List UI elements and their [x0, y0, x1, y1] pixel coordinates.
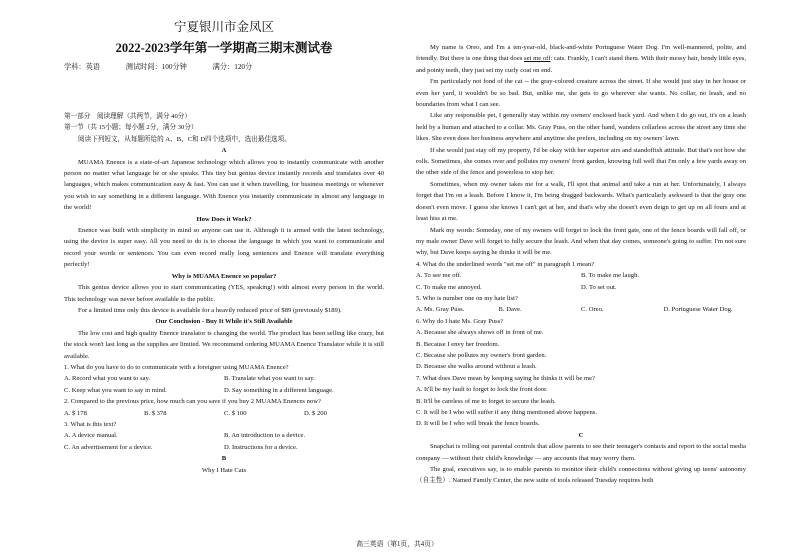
passage-b-paragraph	[416, 42, 746, 76]
page-footer: 高三英语（第1页，共4页）	[356, 541, 438, 548]
text-span: : cats. Frankly, I can't stand them. With their messy hair, bendy little eyes, and pointy teeth, they just set my curly coat on end.	[416, 55, 746, 74]
question-4-options	[416, 270, 746, 281]
passage-b-paragraph: If she would just stay off my property, I'd be okay with her superior airs and standoffish attitude. But that's not how she rolls. Sometimes, she comes over and pollutes my owners' front garden, knowing full well that I'm only a few yards away on the other side of the fence and powerless to stop her.	[416, 146, 746, 177]
time-label: 测试时间：100分钟	[125, 63, 187, 71]
passage-a-heading: How Does it Work?	[196, 215, 252, 223]
passage-c-paragraph: Snapchat is rolling out parental controls that allow parents to see their teenager's contacts and report to the social media company — without their child's knowledge — any accounts that may worry them.	[416, 443, 746, 462]
right-column	[416, 42, 746, 487]
part-heading: 第一部分 阅读理解（共两节，满分 40分）	[64, 113, 191, 120]
option-b: B. To make me laugh.	[581, 272, 640, 280]
question-5-options	[416, 304, 746, 315]
passage-letter-c: C	[578, 431, 584, 439]
question-7: 7. What does Dave mean by keeping saying he thinks it will be me?	[416, 374, 595, 382]
question-4: 4. What do the underlined words "set me off" in paragraph 1 mean?	[416, 260, 595, 268]
option-d: D. Because she walks around without a leash.	[416, 363, 537, 371]
option-c: C. Oreo.	[581, 306, 604, 314]
question-4-options	[416, 282, 746, 293]
question-3-options	[64, 430, 384, 441]
option-a: A. A device manual.	[64, 432, 118, 440]
text-span: My name is Oreo, and I'm a ten-year-old, black-and-white Portuguese Water Dog. I'm well-mannered, polite, and friendly. But there is one thing that does	[416, 44, 746, 63]
option-d: D. Instructions for a device.	[224, 443, 298, 451]
passage-a-paragraph: For a limited time only this device is available for a heavily reduced price of $89 (previously $189).	[78, 306, 342, 314]
question-5: 5. Who is number one on my hate list?	[416, 294, 518, 302]
option-b: B. It'll be careless of me to forget to secure the leash.	[416, 397, 556, 405]
passage-a-paragraph: Enence was built with simplicity in mind so anyone can use it. Although it is armed with the latest technology, using the device is super easy. All you need to do is to choose the language in which you want to communicate and record your words or sentences. You can even record really long sentences and Enence will translate everything perfectly!	[64, 227, 384, 269]
option-d: D. $ 200	[304, 409, 327, 417]
question-6: 6. Why do I hate Ms. Gray Puss?	[416, 317, 504, 325]
option-d: D. Portuguese Water Dog.	[663, 306, 733, 314]
passage-b-paragraph: Sometimes, when my owner takes me for a walk, I'll spot that animal and take a run at her. Unfortunately, I always forget that I'm on a leash. Before I know it, I'm being dragged backwards. What's particularly awkward is that the gray one doesn't even move. I guess she knows I can't get at her, and that's why she doesn't even deign to get up on all fours and at least hiss at me.	[416, 180, 746, 223]
option-a: A. Record what you want to say.	[64, 375, 151, 383]
question-2-options	[64, 408, 384, 419]
option-c: C. It will be I who will suffer if any thing mentioned above happens.	[416, 409, 597, 416]
passage-letter-a: A	[221, 147, 227, 155]
option-b: B. An introduction to a device.	[224, 432, 306, 440]
option-d: D. To set out.	[581, 283, 617, 291]
option-a: A. To see me off.	[416, 272, 462, 280]
passage-a-paragraph: This genius device allows you to start communicating (YES, speaking!) with almost every person in the world. This technology was never before available to the public.	[64, 284, 384, 303]
page-title-line1: 宁夏银川市金凤区	[173, 20, 274, 34]
passage-a-heading: Why is MUAMA Enence so popular?	[171, 272, 277, 280]
passage-b-paragraph: Like any responsible pet, I generally stay within my owners' enclosed back yard. And when I do go out, it's on a leash held by a human and attached to a collar. Ms. Gray Puss, on the other hand, wanders collarless across the street any time she likes. She even does her business anywhere and anytime she prefers, including on my owners' lawn.	[416, 112, 746, 143]
question-1: 1. What do you have to do to communicate with a foreigner using MUAMA Enence?	[64, 363, 289, 371]
passage-a-heading: Our Conclusion - Buy It While it's Still Available	[155, 318, 293, 326]
subject-label: 学科：英语	[64, 63, 100, 71]
left-column	[64, 111, 384, 476]
option-c: C. Because she pollutes my owner's front garden.	[416, 351, 547, 359]
question-3-options	[64, 442, 384, 453]
passage-b-paragraph: I'm particularly not fond of the cat -- the gray-colored creature across the street. If she would just stay in her house or even her yard, it wouldn't be so bad. But, unlike me, she gets to go wherever she wants. No collar, no leash, and no boundaries from what I can see.	[416, 78, 746, 109]
passage-c-paragraph: The goal, executives say, is to enable parents to monitor their child's connections without giving up teens' autonomy（自主性）. Named Family Center, the new suite of tools released Tuesday requires both	[416, 466, 746, 485]
option-b: B. Translate what you want to say.	[224, 375, 315, 383]
passage-b-title: Why I Hate Cats	[201, 466, 247, 474]
option-b: B. Dave.	[498, 306, 522, 314]
option-c: C. To make me annoyed.	[416, 283, 482, 291]
option-d: D. Say something in a different language.	[224, 386, 334, 394]
passage-b-paragraph: Mark my words: Someday, one of my owners will forget to lock the front gate, one of the fence boards will fall off, or my male owner Dave will forget to fully secure the leash. And when that day comes, someone's going to suffer. I'm not sure why, but Dave keeps saying he thinks it will be me.	[416, 226, 746, 257]
option-c: C. Keep what you want to say in mind.	[64, 386, 167, 394]
question-2: 2. Compared to the previous price, how much can you save if you buy 2 MUAMA Enences now?	[64, 398, 321, 406]
instructions: 阅读下列短文，从每题所给的 A、B、C和 D四个选项中，选出最佳选项。	[78, 135, 291, 143]
underlined-phrase: set me off	[524, 55, 551, 63]
score-label: 满分：120分	[212, 63, 253, 71]
option-a: A. Ms. Gray Puss.	[416, 306, 465, 314]
page-title-line2: 2022-2023学年第一学期高三期末测试卷	[115, 41, 333, 55]
option-a: A. It'll be my fault to forget to lock the front door.	[416, 386, 548, 394]
section-heading: 第一节（共 15小题；每小题 2分，满分 30分）	[64, 124, 198, 132]
passage-a-paragraph: MUAMA Enence is a state-of-art Japanese technology which allows you to instantly communicate with another person no matter what language he or she speaks. This tiny but genius device instantly records and translates over 40 languages, which makes communication easy & fast. You can use it when travelling, for business meetings or whenever you wish to say something in a different language. With Enence you instantly communicate in almost any language in the world!	[64, 158, 384, 212]
option-c: C. $ 100	[224, 409, 247, 417]
option-a: A. Because she always shows off in front of me.	[416, 329, 544, 337]
passage-a-paragraph: The low cost and high quality Enence translator is changing the world. The product has been selling like crazy, but the stock won't last long as the supplies are limited. We recommend ordering MUAMA Enence Translator while it is still available.	[64, 329, 384, 360]
option-d: D. It will be I who will break the fence boards.	[416, 420, 540, 428]
option-b: B. $ 378	[144, 409, 167, 417]
passage-letter-b: B	[221, 455, 227, 463]
option-a: A. $ 178	[64, 409, 87, 417]
option-c: C. An advertisement for a device.	[64, 443, 153, 451]
option-b: B. Because I envy her freedom.	[416, 340, 500, 348]
question-1-options	[64, 385, 384, 396]
question-3: 3. What is this text?	[64, 420, 117, 428]
exam-meta	[64, 62, 276, 72]
question-1-options	[64, 373, 384, 384]
